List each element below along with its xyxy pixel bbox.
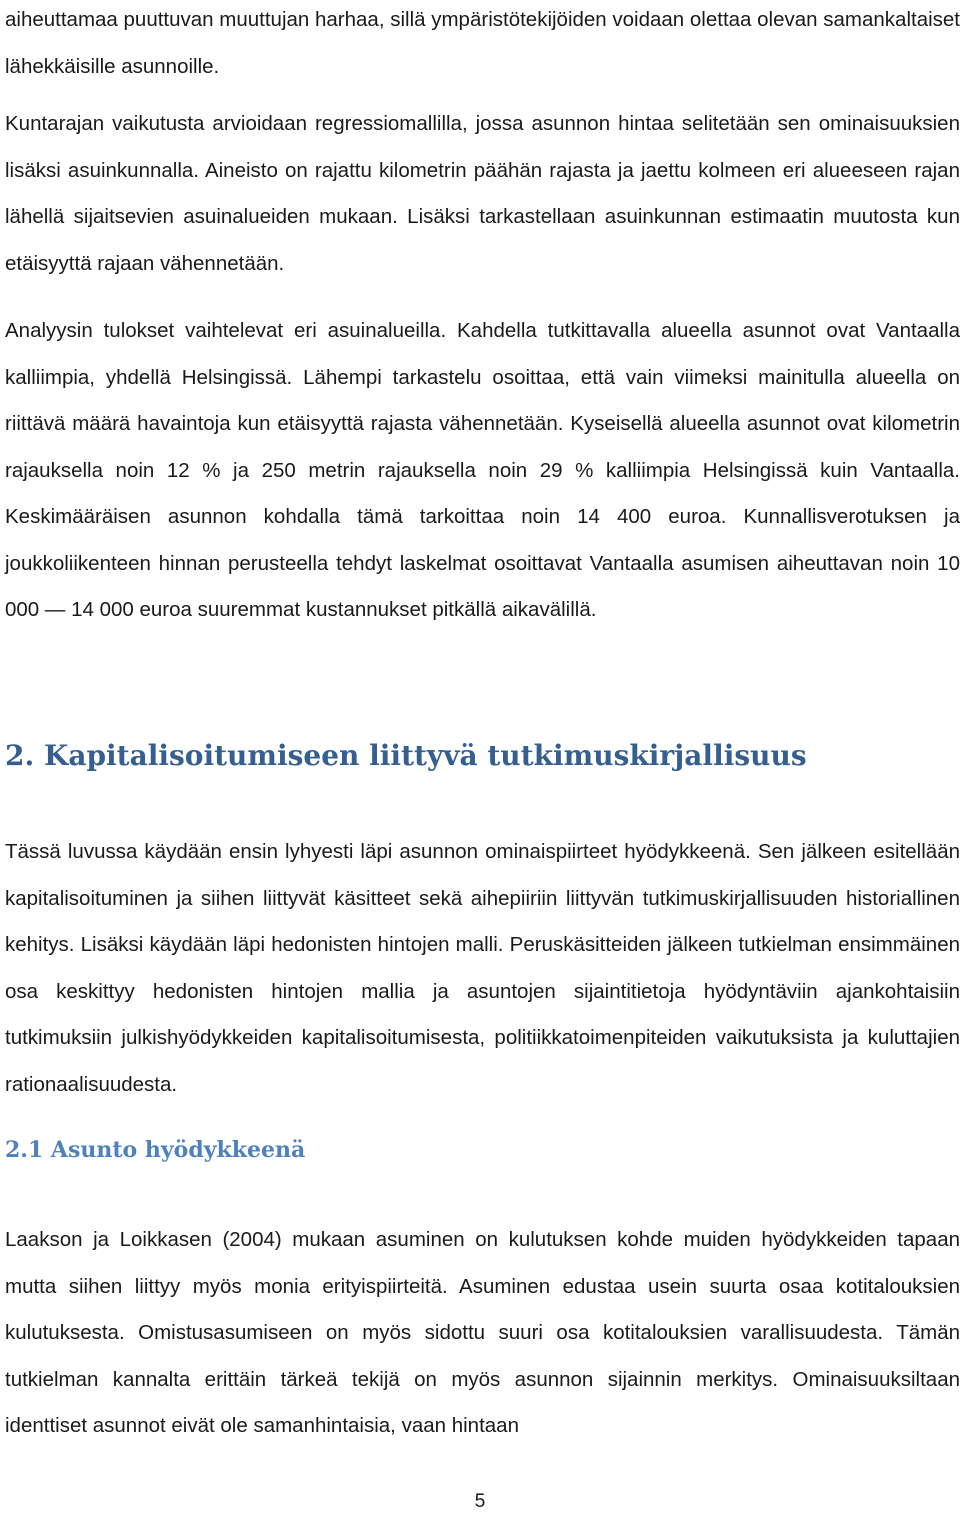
paragraph-analysis-results: Analyysin tulokset vaihtelevat eri asuinalueilla. Kahdella tutkittavalla alueella asunnot ovat Vantaalla kalliimpia, yhdellä Helsingissä. Lähempi tarkastelu osoittaa, että vain viimeksi mainitulla alueella on riittävä määrä havaintoja kun etäisyyttä rajasta vähennetään. Kyseisellä alueella asunnot ovat kilometrin rajauksella noin 12 % ja 250 metrin rajauksella noin 29 % kalliimpia Helsingissä kuin Vantaalla. Keskimääräisen asunnon kohdalla tämä tarkoittaa noin 14 400 euroa. Kunnallisverotuksen ja joukkoliikenteen hinnan perusteella tehdyt laskelmat osoittavat Vantaalla asumisen aiheuttavan noin 10 000 — 14 000 euroa suuremmat kustannukset pitkällä aikavälillä. bbox=[5, 319, 960, 621]
paragraph-housing-as-commodity: Laakson ja Loikkasen (2004) mukaan asuminen on kulutuksen kohde muiden hyödykkeiden tapaan mutta siihen liittyy myös monia erityispiirteitä. Asuminen edustaa usein suurta osaa kotitalouksien kulutuksesta. Omistusasumiseen on myös sidottu suuri osa kotitalouksien varallisuudesta. Tämän tutkielman kannalta erittäin tärkeä tekijä on myös asunnon sijainnin merkitys. Ominaisuuksiltaan identtiset asunnot eivät ole samanhintaisia, vaan hintaan bbox=[5, 1228, 960, 1437]
section-heading: 2.1 Asunto hyödykkeenä bbox=[5, 1137, 306, 1163]
paragraph-chapter-overview: Tässä luvussa käydään ensin lyhyesti läpi asunnon ominaispiirteet hyödykkeenä. Sen jälkeen esitellään kapitalisoituminen ja siihen liittyvät käsitteet sekä aihepiiriin liittyvän tutkimuskirjallisuuden historiallinen kehitys. Lisäksi käydään läpi hedonisten hintojen malli. Peruskäsitteiden jälkeen tutkielman ensimmäinen osa keskittyy hedonisten hintojen mallia ja asuntojen sijaintitietoja hyödyntäviin ajankohtaisiin tutkimuksiin julkishyödykkeiden kapitalisoitumisesta, politiikkatoimenpiteiden vaikutuksista ja kuluttajien rationaalisuudesta. bbox=[5, 840, 960, 1096]
page-number: 5 bbox=[474, 1491, 486, 1512]
chapter-heading: 2. Kapitalisoitumiseen liittyvä tutkimuskirjallisuus bbox=[5, 739, 807, 772]
paragraph-intro-continuation: aiheuttamaa puuttuvan muuttujan harhaa, sillä ympäristötekijöiden voidaan olettaa olevan samankaltaiset lähekkäisille asunnoille. bbox=[5, 8, 960, 78]
paragraph-border-effect-method: Kuntarajan vaikutusta arvioidaan regressiomallilla, jossa asunnon hintaa selitetään sen ominaisuuksien lisäksi asuinkunnalla. Aineisto on rajattu kilometrin päähän rajasta ja jaettu kolmeen eri alueeseen rajan lähellä sijaitsevien asuinalueiden mukaan. Lisäksi tarkastellaan asuinkunnan estimaatin muutosta kun etäisyyttä rajaan vähennetään. bbox=[5, 112, 960, 275]
